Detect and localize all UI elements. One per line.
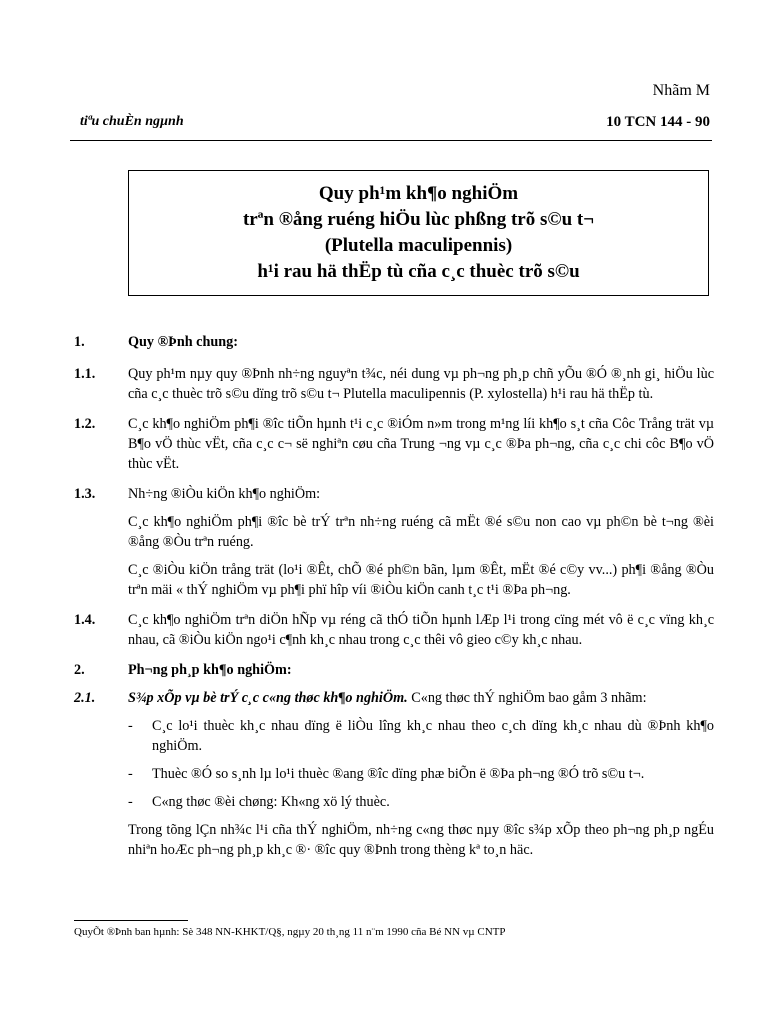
list-item	[128, 764, 714, 784]
document-body	[74, 332, 714, 860]
title-box	[128, 170, 709, 296]
section-1-2	[74, 414, 714, 474]
section-number: 1.1.	[74, 366, 96, 382]
section-text: Nh÷ng ®iÒu kiÖn kh¶o nghiÖm:	[128, 486, 321, 502]
section-text: C¸c kh¶o nghiÖm trªn diÖn hÑp vµ réng cã thÓ tiÕn hµnh lÆp l¹i trong cïng mét vô ë c¸c vïng kh¸c nhau, cã ®iÒu kiÖn ngo¹i c¶nh kh¸c nhau trong c¸c thêi vô gieo c©y kh¸c nhau.	[128, 612, 714, 648]
list-item-text: Thuèc ®Ó so s¸nh lµ lo¹i thuèc ®ang ®îc dïng phæ biÕn ë ®Þa ph¬ng ®Ó trõ s©u t¬.	[152, 766, 645, 782]
section-heading: Ph¬ng ph¸p kh¶o nghiÖm:	[128, 662, 292, 678]
title-line-2: trªn ®ång ruéng hiÖu lùc phßng trõ s©u t¬	[242, 209, 595, 230]
bullet-dash: -	[128, 718, 133, 734]
section-1-1	[74, 364, 714, 404]
document-group-label: Nhãm M	[652, 82, 710, 99]
section-number: 1.	[74, 334, 85, 350]
standard-code: 10 TCN 144 - 90	[606, 114, 710, 130]
section-2-1-closing: Trong tõng lÇn nh¾c l¹i cña thÝ nghiÖm, nh÷ng c«ng thøc nµy ®îc s¾p xÕp theo ph¬ng ph¸p ngÉu nhiªn hoÆc ph¬ng ph¸p kh¸c ®· ®îc quy ®Þnh trong thèng kª to¸n häc.	[128, 822, 714, 858]
section-number: 2.	[74, 662, 85, 678]
section-text: Quy ph¹m nµy quy ®Þnh nh÷ng nguyªn t¾c, néi dung vµ ph¬ng ph¸p chñ yÕu ®Ó ®¸nh gi¸ hiÖu lùc cña c¸c thuèc trõ s©u dïng trõ s©u t¬ Plutella maculipennis (P. xylostella) h¹i rau hä thËp tù.	[128, 366, 714, 402]
section-1-3	[74, 484, 714, 504]
section-text	[128, 688, 714, 708]
section-1-3-paragraph-2: C¸c ®iÒu kiÖn trång trät (lo¹i ®Êt, chÕ ®é ph©n bãn, lµm ®Êt, mËt ®é c©y vv...) ph¶i ®ång ®Òu trªn mäi « thÝ nghiÖm vµ ph¶i phï hîp víi ®iÒu kiÖn canh t¸c t¹i ®Þa ph¬ng.	[128, 562, 714, 598]
standard-category: tiªu chuÈn ngµnh	[80, 114, 184, 129]
footnote-divider	[74, 920, 188, 921]
section-text: C¸c kh¶o nghiÖm ph¶i ®îc tiÕn hµnh t¹i c¸c ®iÓm n»m trong m¹ng líi kh¶o s¸t cña Côc Trång trät vµ B¶o vÖ thùc vËt, cña c¸c c¬ së nghiªn cøu cña Trung ¬ng vµ c¸c ®Þa ph¬ng, cña c¸c chi côc B¶o vÖ thùc vËt.	[128, 416, 714, 472]
section-1	[74, 332, 714, 352]
section-number: 2.1.	[74, 690, 96, 706]
bullet-dash: -	[128, 766, 133, 782]
section-2-1	[74, 688, 714, 708]
list-item	[128, 792, 714, 812]
section-subheading: S¾p xÕp vµ bè trÝ c¸c c«ng thøc kh¶o nghiÖm.	[128, 690, 408, 706]
section-number: 1.4.	[74, 612, 96, 628]
section-2	[74, 660, 714, 680]
title-line-3: (Plutella maculipennis)	[324, 235, 513, 256]
section-intro: C«ng thøc thÝ nghiÖm bao gåm 3 nhãm:	[407, 690, 647, 706]
bullet-dash: -	[128, 794, 133, 810]
footnote: QuyÕt ®Þnh ban hµnh: Sè 348 NN-KHKT/Q§, ngµy 20 th¸ng 11 n¨m 1990 cña Bé NN vµ CNTP	[74, 926, 506, 938]
section-number: 1.3.	[74, 486, 96, 502]
section-heading: Quy ®Þnh chung:	[128, 334, 238, 350]
section-1-4	[74, 610, 714, 650]
section-number: 1.2.	[74, 416, 96, 432]
section-1-3-paragraph-1: C¸c kh¶o nghiÖm ph¶i ®îc bè trÝ trªn nh÷ng ruéng cã mËt ®é s©u non cao vµ ph©n bè t¬ng ®èi ®ång ®Òu trªn ruéng.	[128, 514, 714, 550]
title-line-4: h¹i rau hä thËp tù cña c¸c thuèc trõ s©u	[257, 261, 580, 282]
title-line-1: Quy ph¹m kh¶o nghiÖm	[318, 183, 519, 204]
header-divider	[70, 140, 712, 141]
list-item	[128, 716, 714, 756]
list-item-text: C¸c lo¹i thuèc kh¸c nhau dïng ë liÒu lîng kh¸c nhau theo c¸ch dïng kh¸c nhau dù ®Þnh kh¶o nghiÖm.	[152, 718, 714, 754]
list-item-text: C«ng thøc ®èi chøng: Kh«ng xö lý thuèc.	[152, 794, 390, 810]
